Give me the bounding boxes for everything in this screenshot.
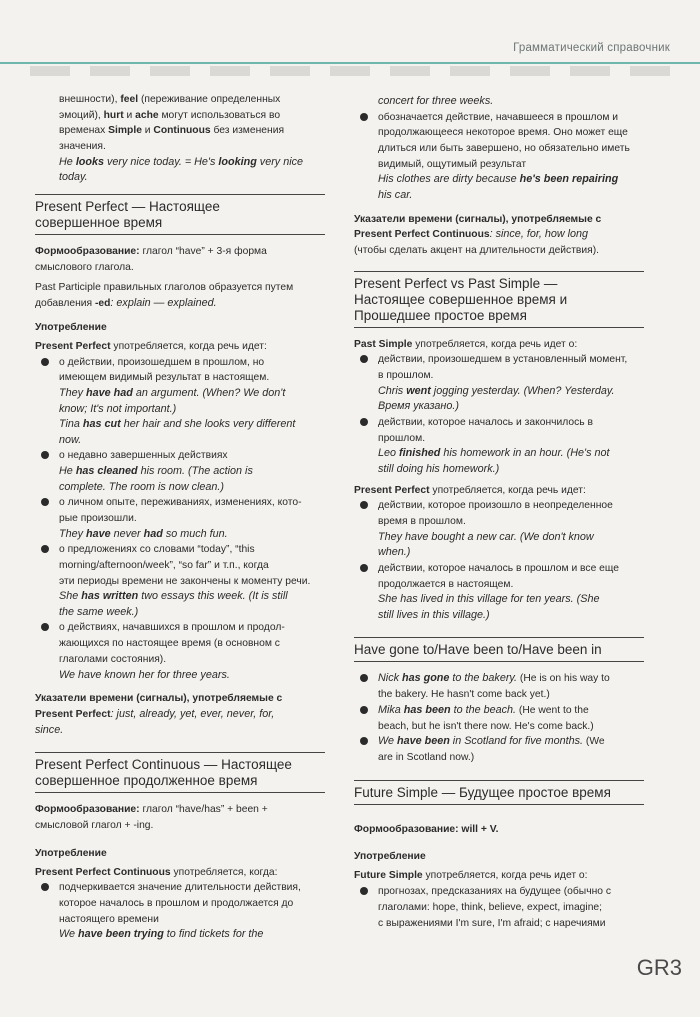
section-title-future-simple: Future Simple — Будущее простое время [354,780,644,805]
section-title-pp-vs-ps: Present Perfect vs Past Simple — Настоящее совершенное время и Прошедшее простое время [354,271,644,328]
formation: Формообразование: will + V. [354,823,499,835]
bleed-through-shadow [30,66,670,76]
right-column: concert for three weeks. обозначается действие, начавшееся в прошлом и продолжающееся некоторое время. Оно может еще длиться или быть завершено, но обязательно иметь видимый, ощутимый результат His clothes are dirty because he's been repairing his car. Указатели времени (сигналы), употребляемые с Present Perfect Continuous: since, for, how long (чтобы сделать акцент на длительности действия). Present Perfect vs Past Simple — Настоящее совершенное время и Прошедшее простое время Past Simple употребляется, когда речь идет о: действии, произошедшем в установленный момент, в прошлом. Chris went jogging yesterday. (When? Yesterday. Время указано.) действии, которое началось и закончилось в прошлом. Leo finished his homework in an hour. (He's not still doing his homework.) Present Perfect употребляется, когда речь идет: действии, которое произошло в неопределенное время в прошлом. They have bought a new car. (We don't know when.) действии, которое началось в прошлом и все еще продолжается в настоящем. She has lived in this village for ten years. (She still lives in this village.) Have gone to/Have been to/Have been in Nick has gone to the bakery. (He is on his way to the bakery. He hasn't come back yet.) Mika has been to the beach. (He went to the beach, but he isn't there now. He's come back.) We have been in Scotland for five months. (We are in Scotland now.) Future Simple — Будущее простое время Формообразование: will + V. Употребление Future Simple употребляется, когда речь идет о: прогнозах, предсказаниях на будущее (обычно с глаголами: hope, think, believe, expect, imagine; с выражениями I'm sure, I'm afraid; с наречиями [354,92,644,931]
bullet-icon [360,564,368,572]
formation: Формообразование: глагол “have” + 3-я форма [35,246,267,257]
bullet-icon [41,498,49,506]
list-item: подчеркивается значение длительности действия, которое началось в прошлом и продолжается до настоящего времени We have been trying to find tickets for the [35,880,325,943]
bullet-icon [360,355,368,363]
bullet-icon [41,545,49,553]
usage-heading: Употребление [354,851,426,863]
section-title-present-perfect: Present Perfect — Настоящее совершенное время [35,194,325,235]
usage-heading: Употребление [35,321,107,333]
signals-heading: Указатели времени (сигналы), употребляемые с [35,693,283,705]
list-item: действии, которое произошло в неопределенное время в прошлом. They have bought a new car. (We don't know when.) [354,498,644,561]
list-item: о недавно завершенных действиях He has cleaned his room. (The action is complete. The room is now clean.) [35,448,325,495]
left-column: внешности), feel (переживание определенных эмоций), hurt и ache могут использоваться во временах Simple и Continuous без изменения значения. He looks very nice today. = He's looking very nice today. Present Perfect — Настоящее совершенное время Формообразование: глагол “have” + 3-я форма смыслового глагола. Past Participle правильных глаголов образуется путем добавления -ed: explain — explained. Употребление Present Perfect употребляется, когда речь идет: о действии, произошедшем в прошлом, но имеющем видимый результат в настоящем. They have had an argument. (When? We don't know; It's not important.) Tina has cut her hair and she looks very different now. о недавно завершенных действиях He has cleaned his room. (The action is complete. The room is now clean.) о личном опыте, переживаниях, изменениях, кото- рые произошли. They have never had so much fun. о предложениях со словами “today”, “this morning/afternoon/week”, “so far” и т.п., когда эти периоды времени не закончены к моменту речи. She has written two essays this week. (It is still the same week.) о действиях, начавшихся в прошлом и продол- жающихся по настоящее время (в основном с глаголами состояния). We have known her for three years. Указатели времени (сигналы), употребляемые с Present Perfect: just, already, yet, ever, never, for, since. Present Perfect Continuous — Настоящее совершенное продолженное время Формообразование: глагол “have/has” + been + смысловой глагол + -ing. Употребление Present Perfect Continuous употребляется, когда: подчеркивается значение длительности действия, которое началось в прошлом и продолжается до настоящего времени We have been trying to find tickets for the [35,92,325,943]
bullet-icon [360,737,368,745]
bullet-icon [41,623,49,631]
bullet-icon [360,706,368,714]
list-item: We have been in Scotland for five months. (We are in Scotland now.) [354,734,644,765]
list-item: о действиях, начавшихся в прошлом и продол- жающихся по настоящее время (в основном с глаголами состояния). We have known her for three years. [35,620,325,683]
section-title-have-gone: Have gone to/Have been to/Have been in [354,637,644,662]
list-item: Mika has been to the beach. (He went to the beach, but he isn't there now. He's come back.) [354,703,644,734]
list-item: действии, произошедшем в установленный момент, в прошлом. Chris went jogging yesterday. (When? Yesterday. Время указано.) [354,352,644,415]
bullet-icon [360,113,368,121]
list-item: прогнозах, предсказаниях на будущее (обычно с глаголами: hope, think, believe, expect, imagine; с выражениями I'm sure, I'm afraid; с наречиями [354,884,644,931]
list-item: обозначается действие, начавшееся в прошлом и продолжающееся некоторое время. Оно может еще длиться или быть завершено, но обязательно иметь видимый, ощутимый результат His clothes are dirty because he's been repairing his car. [354,110,644,204]
page-number: GR3 [636,955,682,980]
list-item: о личном опыте, переживаниях, изменениях, кото- рые произошли. They have never had so much fun. [35,495,325,542]
list-item: о предложениях со словами “today”, “this morning/afternoon/week”, “so far” и т.п., когда эти периоды времени не закончены к моменту речи. She has written two essays this week. (It is still the same week.) [35,542,325,620]
signals-heading: Указатели времени (сигналы), употребляемые с [354,213,602,225]
formation: Формообразование: глагол “have/has” + been + [35,804,268,816]
usage-heading: Употребление [35,847,107,859]
list-item: Nick has gone to the bakery. (He is on his way to the bakery. He hasn't come back yet.) [354,671,644,702]
bullet-icon [360,674,368,682]
bullet-icon [41,358,49,366]
section-title-present-perfect-continuous: Present Perfect Continuous — Настоящее совершенное продолженное время [35,752,325,793]
header-rule [0,62,700,64]
bullet-icon [360,501,368,509]
list-item: действии, которое началось и закончилось в прошлом. Leo finished his homework in an hour. (He's not still doing his homework.) [354,415,644,478]
bullet-icon [41,451,49,459]
bullet-icon [360,887,368,895]
header-title: Грамматический справочник [513,42,670,54]
intro-block: внешности), feel (переживание определенных эмоций), hurt и ache могут использоваться во временах Simple и Continuous без изменения значения. He looks very nice today. = He's looking very nice today. [35,92,325,186]
list-item: о действии, произошедшем в прошлом, но имеющем видимый результат в настоящем. They have had an argument. (When? We don't know; It's not important.) Tina has cut her hair and she looks very different now. [35,355,325,449]
example: He looks very nice today. = He's looking very nice [59,155,303,168]
bullet-icon [360,418,368,426]
bullet-icon [41,883,49,891]
list-item: действии, которое началось в прошлом и все еще продолжается в настоящем. She has lived in this village for ten years. (She still lives in this village.) [354,561,644,624]
